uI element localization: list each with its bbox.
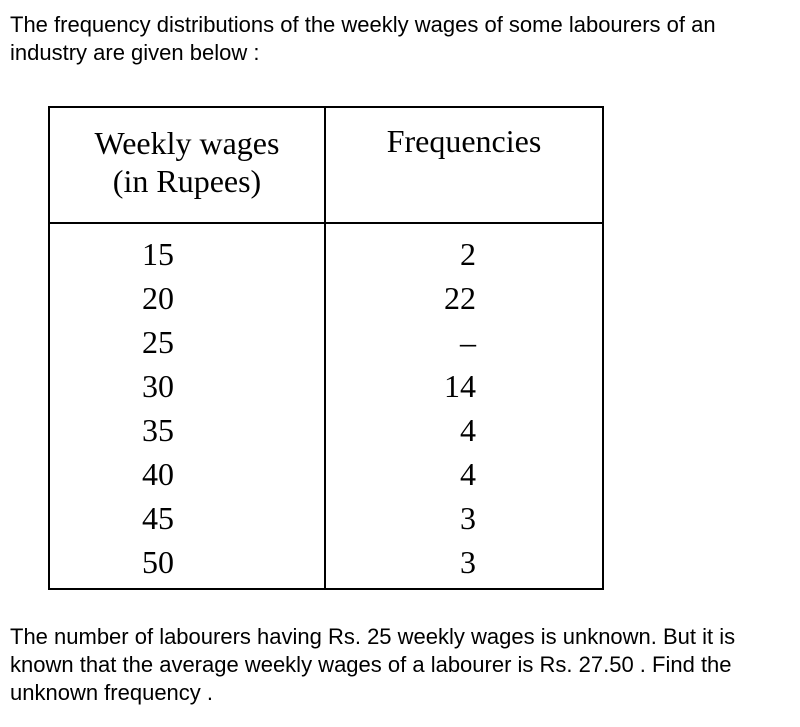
wage-cell: 40 <box>142 456 174 492</box>
header-frequencies: Frequencies <box>386 123 542 159</box>
frequency-cell: 14 <box>444 368 476 404</box>
frequency-cell: 4 <box>460 456 476 492</box>
wages-column <box>142 232 222 584</box>
frequency-cell: 22 <box>444 280 476 316</box>
frequency-cell: 3 <box>460 544 476 580</box>
wage-cell: 20 <box>142 280 174 316</box>
frequencies-column <box>416 232 476 584</box>
header-weekly-wages-line2: (in Rupees) <box>112 163 262 199</box>
header-rule <box>50 222 602 224</box>
wages-frequency-table <box>48 106 604 590</box>
wage-cell: 15 <box>142 236 174 272</box>
question-text: The number of labourers having Rs. 25 weekly wages is unknown. But it is known that the average weekly wages of a labourer is Rs. 27.50 . Find the unknown frequency . <box>10 624 736 705</box>
frequency-cell: 2 <box>460 236 476 272</box>
wage-cell: 35 <box>142 412 174 448</box>
wage-cell: 45 <box>142 500 174 536</box>
wage-cell: 30 <box>142 368 174 404</box>
column-divider <box>324 108 326 588</box>
frequency-cell: – <box>460 324 476 360</box>
frequency-cell: 4 <box>460 412 476 448</box>
header-weekly-wages <box>50 124 324 200</box>
intro-text: The frequency distributions of the weekly wages of some labourers of an industry are given below : <box>10 12 716 65</box>
wage-cell: 25 <box>142 324 174 360</box>
header-weekly-wages-line1: Weekly wages <box>94 125 280 161</box>
wage-cell: 50 <box>142 544 174 580</box>
frequency-cell: 3 <box>460 500 476 536</box>
